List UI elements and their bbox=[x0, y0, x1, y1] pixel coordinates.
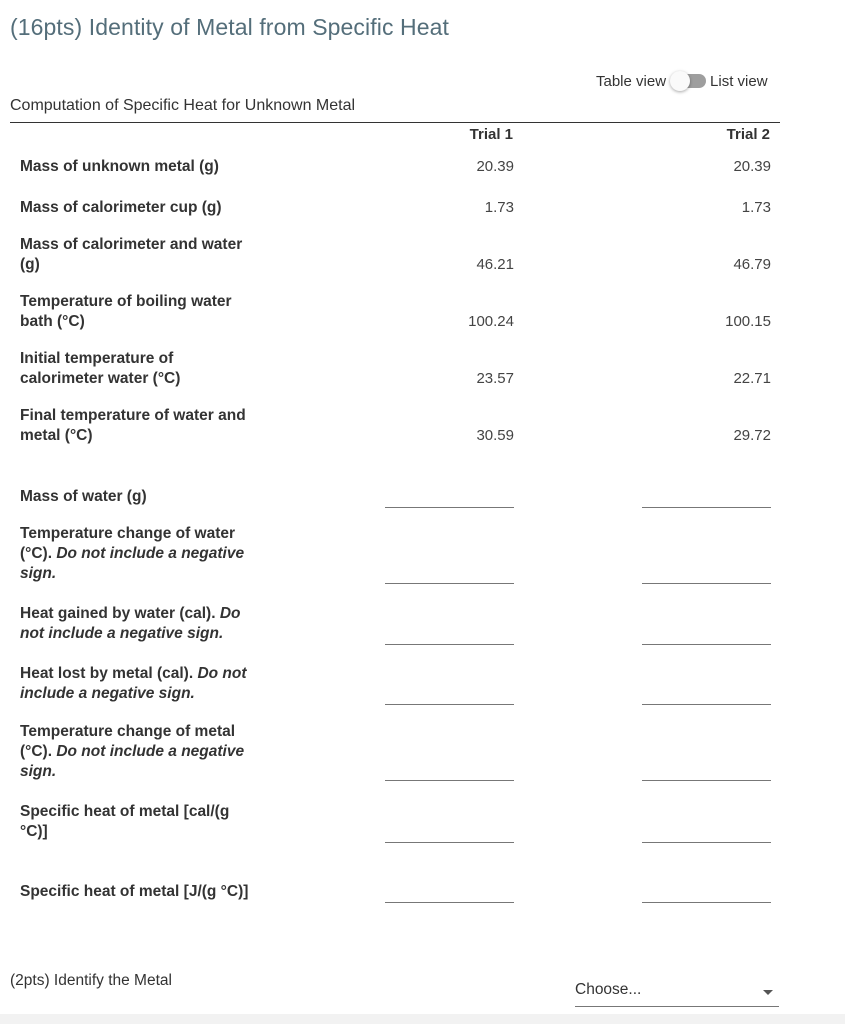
row-label-mass-water bbox=[20, 487, 260, 507]
bottom-band bbox=[0, 1014, 845, 1024]
row-label-mass-cup-water: Mass of calorimeter and water (g) bbox=[20, 236, 243, 273]
row-label-heat-lost-metal bbox=[20, 664, 260, 704]
input-trial1-specific-heat-joule[interactable] bbox=[385, 902, 514, 903]
row-label-text: Specific heat of metal [J/(g °C)] bbox=[20, 883, 249, 900]
row-label-text: Temperature change of water (°C). bbox=[20, 525, 236, 562]
cell-trial1-final-temp: 30.59 bbox=[476, 427, 514, 444]
table-view-label: Table view bbox=[596, 72, 667, 90]
identify-metal-label: (2pts) Identify the Metal bbox=[10, 972, 172, 989]
input-trial1-heat-lost-metal[interactable] bbox=[385, 704, 514, 705]
toggle-knob bbox=[670, 71, 690, 91]
cell-trial1-initial-temp: 23.57 bbox=[476, 370, 514, 387]
input-trial2-mass-water[interactable] bbox=[642, 507, 771, 508]
input-trial2-metal-temp-change[interactable] bbox=[642, 780, 771, 781]
page-title: (16pts) Identity of Metal from Specific Heat bbox=[10, 14, 450, 40]
table-caption: Computation of Specific Heat for Unknown Metal bbox=[10, 97, 356, 114]
row-label-water-temp-change bbox=[20, 524, 260, 584]
caret-down-icon bbox=[763, 990, 773, 995]
cell-trial2-mass-cup: 1.73 bbox=[741, 199, 771, 216]
view-toggle-switch[interactable] bbox=[670, 71, 706, 91]
cell-trial2-boiling-temp: 100.15 bbox=[725, 313, 771, 330]
cell-trial2-initial-temp: 22.71 bbox=[733, 370, 771, 387]
cell-trial1-mass-cup-water: 46.21 bbox=[476, 256, 514, 273]
row-label-final-temp: Final temperature of water and metal (°C) bbox=[20, 407, 246, 444]
row-label-note: Do not include a negative sign. bbox=[20, 605, 241, 642]
input-trial1-heat-gained-water[interactable] bbox=[385, 644, 514, 645]
row-label-boiling-temp: Temperature of boiling water bath (°C) bbox=[20, 293, 232, 330]
input-trial2-heat-gained-water[interactable] bbox=[642, 644, 771, 645]
table-header-rule bbox=[10, 122, 780, 123]
list-view-label: List view bbox=[710, 72, 768, 90]
row-label-mass-cup: Mass of calorimeter cup (g) bbox=[20, 199, 222, 216]
cell-trial1-boiling-temp: 100.24 bbox=[468, 313, 514, 330]
input-trial2-water-temp-change[interactable] bbox=[642, 583, 771, 584]
column-header-trial-1: Trial 1 bbox=[469, 126, 513, 143]
row-label-heat-gained-water bbox=[20, 604, 260, 644]
column-header-trial-2: Trial 2 bbox=[726, 126, 770, 143]
row-label-note: Do not include a negative sign. bbox=[20, 743, 245, 780]
row-label-text: Heat gained by water (cal). bbox=[20, 605, 216, 622]
cell-trial1-mass-cup: 1.73 bbox=[484, 199, 514, 216]
row-label-text: Specific heat of metal [cal/(g °C)] bbox=[20, 803, 230, 840]
row-label-note: Do not include a negative sign. bbox=[20, 545, 245, 582]
input-trial2-heat-lost-metal[interactable] bbox=[642, 704, 771, 705]
view-toggle-group bbox=[596, 69, 768, 93]
row-label-specific-heat-cal bbox=[20, 802, 260, 842]
input-trial2-specific-heat-cal[interactable] bbox=[642, 842, 771, 843]
row-label-initial-temp: Initial temperature of calorimeter water (°C) bbox=[20, 350, 181, 387]
row-label-text: Heat lost by metal (cal). bbox=[20, 665, 194, 682]
cell-trial2-mass-cup-water: 46.79 bbox=[733, 256, 771, 273]
cell-trial2-final-temp: 29.72 bbox=[733, 427, 771, 444]
cell-trial1-mass-metal: 20.39 bbox=[476, 158, 514, 175]
input-trial1-specific-heat-cal[interactable] bbox=[385, 842, 514, 843]
input-trial1-water-temp-change[interactable] bbox=[385, 583, 514, 584]
row-label-mass-metal: Mass of unknown metal (g) bbox=[20, 158, 219, 175]
select-value: Choose... bbox=[575, 981, 642, 998]
input-trial2-specific-heat-joule[interactable] bbox=[642, 902, 771, 903]
row-label-metal-temp-change bbox=[20, 722, 260, 782]
row-label-text: Mass of water (g) bbox=[20, 488, 147, 505]
cell-trial2-mass-metal: 20.39 bbox=[733, 158, 771, 175]
metal-select-dropdown[interactable] bbox=[575, 978, 779, 1007]
row-label-note: Do not include a negative sign. bbox=[20, 665, 247, 702]
row-label-specific-heat-joule bbox=[20, 882, 260, 902]
input-trial1-mass-water[interactable] bbox=[385, 507, 514, 508]
row-label-text: Temperature change of metal (°C). bbox=[20, 723, 236, 760]
input-trial1-metal-temp-change[interactable] bbox=[385, 780, 514, 781]
